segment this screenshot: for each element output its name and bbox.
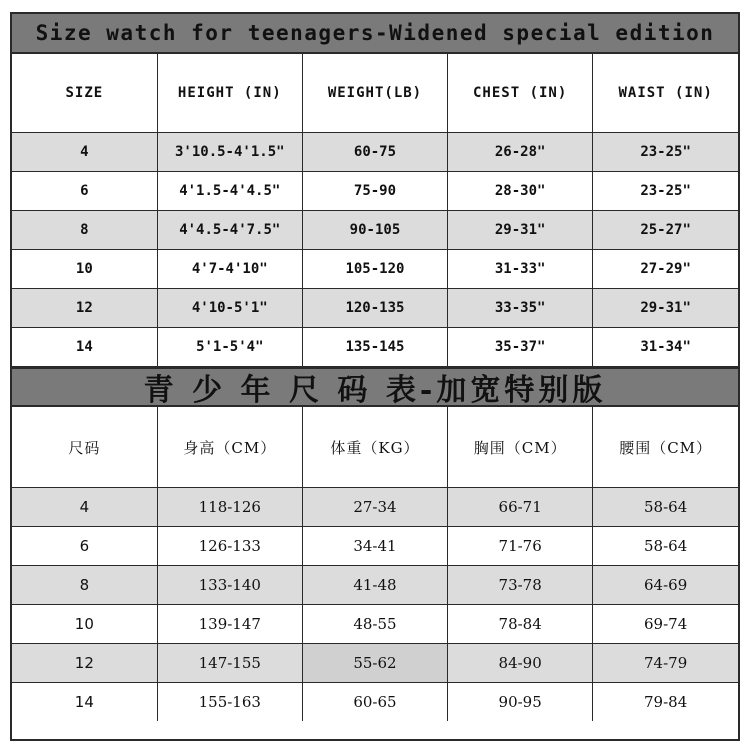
size-cell: 10 — [12, 250, 157, 289]
waist-cell: 27-29" — [593, 250, 738, 289]
weight-cell: 60-65 — [302, 683, 447, 722]
size-cell: 12 — [12, 644, 157, 683]
weight-cell: 60-75 — [302, 133, 447, 172]
height-cell: 4'1.5-4'4.5" — [157, 172, 302, 211]
header-chest-cn: 胸围（CM） — [448, 407, 593, 488]
waist-cell: 69-74 — [593, 605, 738, 644]
weight-cell: 41-48 — [302, 566, 447, 605]
chinese-size-table — [12, 407, 738, 721]
table-row — [12, 488, 738, 527]
header-waist-cn: 腰围（CM） — [593, 407, 738, 488]
header-weight-cn: 体重（KG） — [302, 407, 447, 488]
header-size: SIZE — [12, 54, 157, 133]
weight-cell: 75-90 — [302, 172, 447, 211]
table-row — [12, 527, 738, 566]
table-row — [12, 566, 738, 605]
size-chart — [10, 12, 740, 741]
weight-cell: 105-120 — [302, 250, 447, 289]
waist-cell: 23-25" — [593, 172, 738, 211]
height-cell: 4'7-4'10" — [157, 250, 302, 289]
chest-cell: 66-71 — [448, 488, 593, 527]
weight-cell: 90-105 — [302, 211, 447, 250]
height-cell: 3'10.5-4'1.5" — [157, 133, 302, 172]
size-cell: 4 — [12, 488, 157, 527]
table-row — [12, 683, 738, 722]
chinese-chart-title: 青 少 年 尺 码 表-加宽特别版 — [12, 367, 738, 407]
size-cell: 14 — [12, 683, 157, 722]
size-cell: 10 — [12, 605, 157, 644]
height-cell: 139-147 — [157, 605, 302, 644]
size-cell: 4 — [12, 133, 157, 172]
table-row — [12, 328, 738, 367]
height-cell: 4'4.5-4'7.5" — [157, 211, 302, 250]
height-cell: 126-133 — [157, 527, 302, 566]
chest-cell: 33-35" — [448, 289, 593, 328]
waist-cell: 58-64 — [593, 527, 738, 566]
chinese-header-row — [12, 407, 738, 488]
header-weight: WEIGHT(LB) — [302, 54, 447, 133]
table-row — [12, 133, 738, 172]
chest-cell: 84-90 — [448, 644, 593, 683]
chest-cell: 31-33" — [448, 250, 593, 289]
header-chest: CHEST (IN) — [448, 54, 593, 133]
height-cell: 4'10-5'1" — [157, 289, 302, 328]
header-height-cn: 身高（CM） — [157, 407, 302, 488]
waist-cell: 79-84 — [593, 683, 738, 722]
waist-cell: 29-31" — [593, 289, 738, 328]
chest-cell: 78-84 — [448, 605, 593, 644]
table-row — [12, 289, 738, 328]
chest-cell: 29-31" — [448, 211, 593, 250]
table-row — [12, 605, 738, 644]
size-cell: 14 — [12, 328, 157, 367]
weight-cell: 135-145 — [302, 328, 447, 367]
chest-cell: 73-78 — [448, 566, 593, 605]
chest-cell: 26-28" — [448, 133, 593, 172]
waist-cell: 64-69 — [593, 566, 738, 605]
chest-cell: 90-95 — [448, 683, 593, 722]
chest-cell: 28-30" — [448, 172, 593, 211]
english-header-row — [12, 54, 738, 133]
header-waist: WAIST (IN) — [593, 54, 738, 133]
size-cell: 8 — [12, 566, 157, 605]
table-row — [12, 211, 738, 250]
waist-cell: 25-27" — [593, 211, 738, 250]
size-cell: 12 — [12, 289, 157, 328]
waist-cell: 23-25" — [593, 133, 738, 172]
header-height: HEIGHT (IN) — [157, 54, 302, 133]
table-row — [12, 644, 738, 683]
weight-cell: 34-41 — [302, 527, 447, 566]
weight-cell: 120-135 — [302, 289, 447, 328]
chest-cell: 71-76 — [448, 527, 593, 566]
height-cell: 155-163 — [157, 683, 302, 722]
english-size-table — [12, 54, 738, 367]
size-cell: 6 — [12, 527, 157, 566]
chest-cell: 35-37" — [448, 328, 593, 367]
waist-cell: 31-34" — [593, 328, 738, 367]
table-row — [12, 172, 738, 211]
header-size-cn: 尺码 — [12, 407, 157, 488]
size-cell: 6 — [12, 172, 157, 211]
height-cell: 147-155 — [157, 644, 302, 683]
waist-cell: 58-64 — [593, 488, 738, 527]
english-chart-title: Size watch for teenagers-Widened special edition — [12, 14, 738, 54]
height-cell: 5'1-5'4" — [157, 328, 302, 367]
height-cell: 133-140 — [157, 566, 302, 605]
height-cell: 118-126 — [157, 488, 302, 527]
table-row — [12, 250, 738, 289]
weight-cell: 48-55 — [302, 605, 447, 644]
size-cell: 8 — [12, 211, 157, 250]
weight-cell: 55-62 — [302, 644, 447, 683]
weight-cell: 27-34 — [302, 488, 447, 527]
waist-cell: 74-79 — [593, 644, 738, 683]
